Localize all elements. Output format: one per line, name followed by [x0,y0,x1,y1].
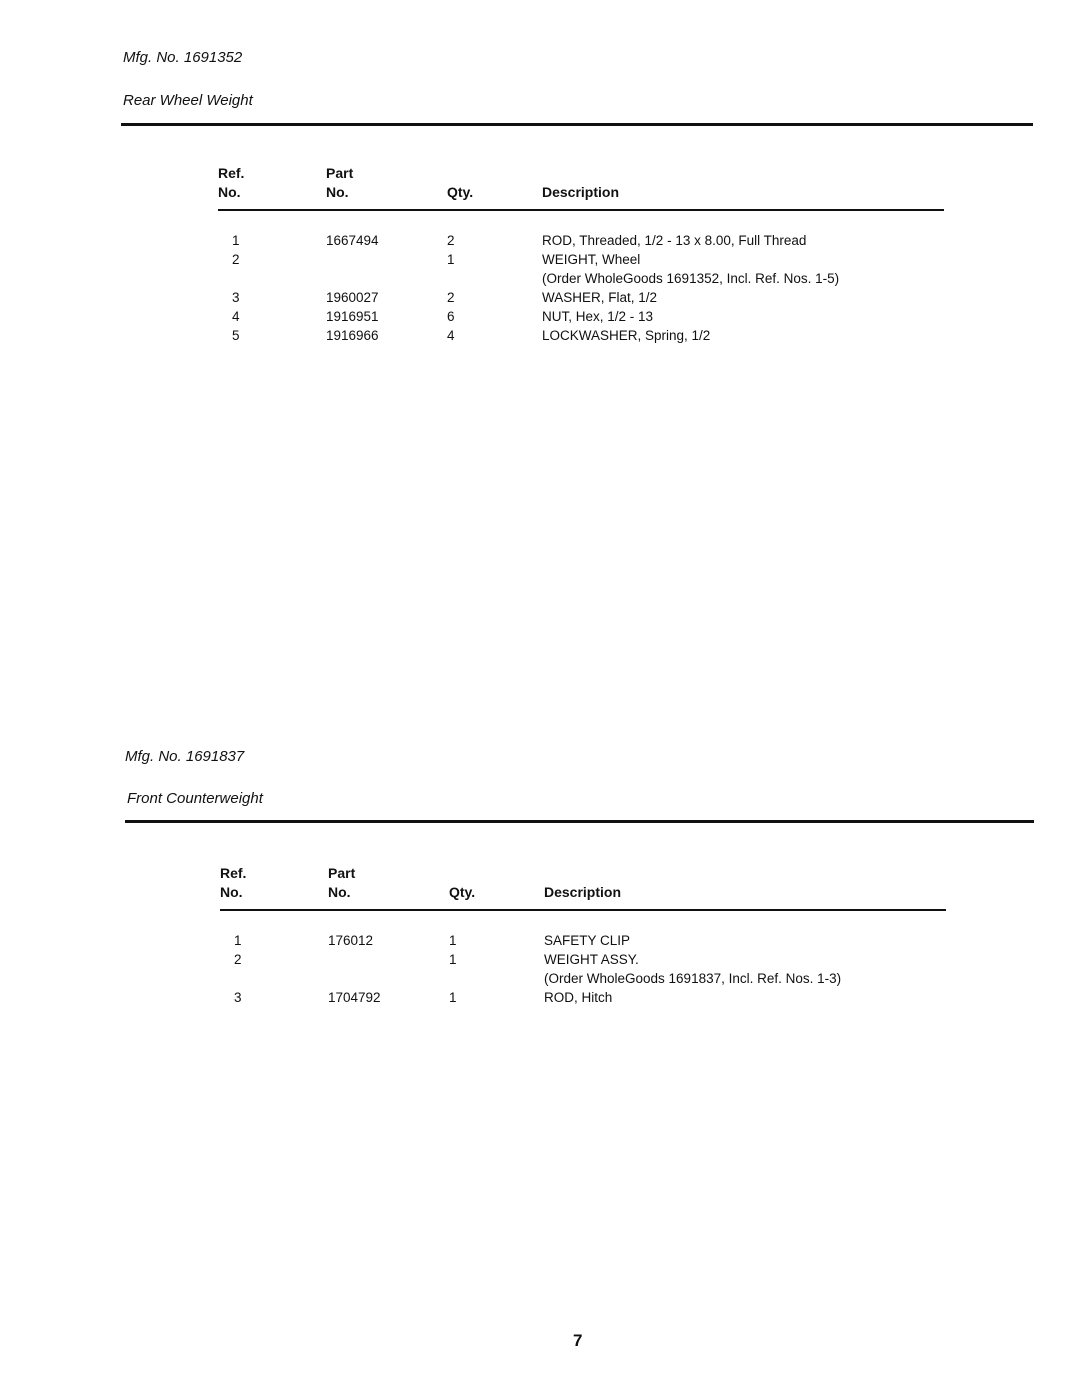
mfg-number-front: Mfg. No. 1691837 [125,748,245,765]
header-part-no: Part No. [326,164,447,210]
table-row [220,950,946,988]
qty-cell: 1 [449,990,457,1005]
parts-table-rear [218,164,944,345]
description-cell [544,950,946,988]
header-description: Description [544,864,946,910]
section-title-front-counterweight: Front Counterweight [127,790,263,807]
part-cell: 1916966 [326,328,379,343]
header-part-no: Part No. [328,864,449,910]
ref-cell: 4 [232,309,240,324]
part-cell: 1667494 [326,233,379,248]
table-row [218,288,944,307]
part-cell: 1704792 [328,990,381,1005]
description-cell: WASHER, Flat, 1/2 [542,290,658,305]
qty-cell: 6 [447,309,455,324]
qty-cell: 1 [449,933,457,948]
table-row [218,210,944,250]
mfg-number-rear: Mfg. No. 1691352 [123,49,243,66]
parts-table-front [220,864,946,1007]
table-row [220,910,946,950]
table-header-row [218,164,944,210]
header-qty: Qty. [447,164,542,210]
section-divider-rear [121,123,1033,126]
ref-cell: 3 [234,990,242,1005]
description-text: WEIGHT, Wheel [542,252,641,267]
part-cell: 176012 [328,933,374,948]
description-cell: SAFETY CLIP [544,933,631,948]
description-note: (Order WholeGoods 1691837, Incl. Ref. Nos. 1-3) [544,971,842,986]
header-description: Description [542,164,944,210]
qty-cell: 4 [447,328,455,343]
part-cell [328,950,449,988]
ref-cell: 2 [232,252,240,267]
ref-cell: 5 [232,328,240,343]
table-row [218,250,944,288]
page-number: 7 [573,1331,583,1350]
part-cell [326,250,447,288]
section-title-rear-wheel-weight: Rear Wheel Weight [123,92,253,109]
table-row [218,307,944,326]
ref-cell: 1 [234,933,242,948]
qty-cell: 1 [447,252,455,267]
description-note: (Order WholeGoods 1691352, Incl. Ref. Nos. 1-5) [542,271,840,286]
section-divider-front [125,820,1034,823]
ref-cell: 1 [232,233,240,248]
description-cell: ROD, Hitch [544,990,613,1005]
header-qty: Qty. [449,864,544,910]
qty-cell: 2 [447,233,455,248]
part-cell: 1916951 [326,309,379,324]
description-cell: ROD, Threaded, 1/2 - 13 x 8.00, Full Thread [542,233,807,248]
ref-cell: 2 [234,952,242,967]
qty-cell: 1 [449,952,457,967]
description-cell [542,250,944,288]
ref-cell: 3 [232,290,240,305]
qty-cell: 2 [447,290,455,305]
table-row [218,326,944,345]
part-cell: 1960027 [326,290,379,305]
description-cell: NUT, Hex, 1/2 - 13 [542,309,654,324]
header-ref-no: Ref. No. [220,864,328,910]
header-ref-no: Ref. No. [218,164,326,210]
description-cell: LOCKWASHER, Spring, 1/2 [542,328,711,343]
table-header-row [220,864,946,910]
description-text: WEIGHT ASSY. [544,952,639,967]
table-row [220,988,946,1007]
